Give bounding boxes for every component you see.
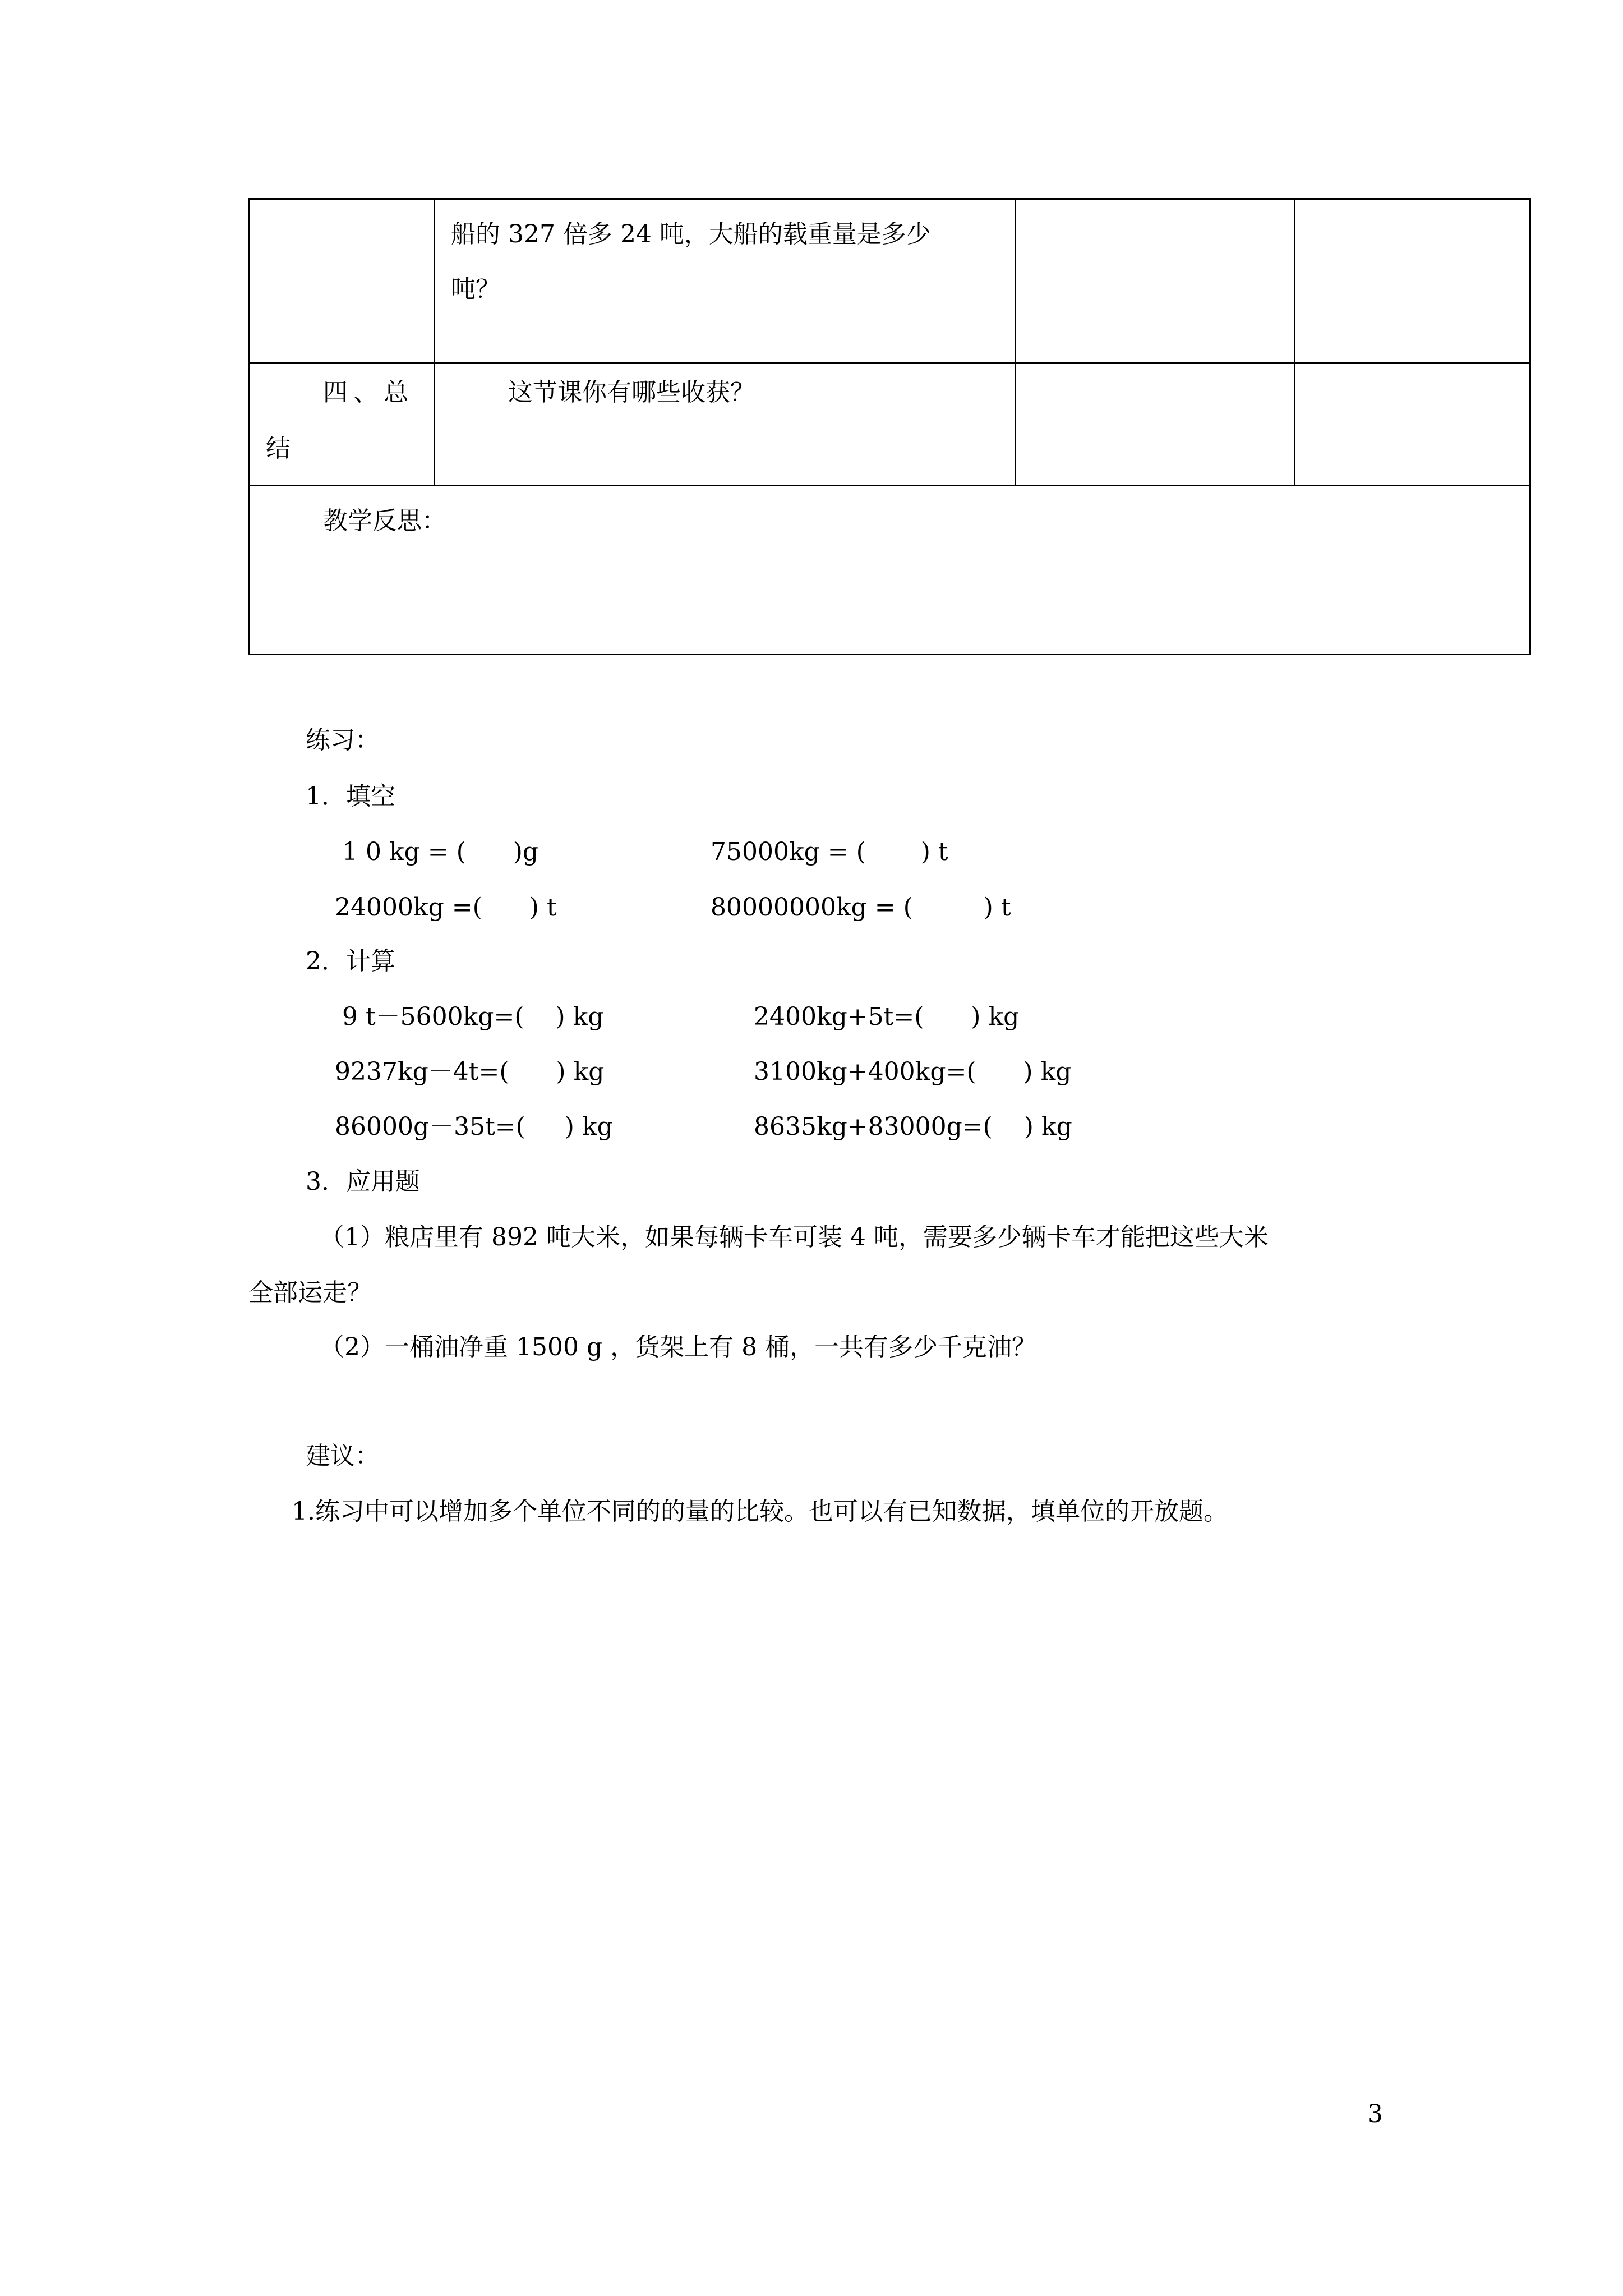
- suggestion-item: 1.练习中可以增加多个单位不同的的量的比较。也可以有已知数据，填单位的开放题。: [292, 1497, 1228, 1526]
- exercise-item: 9237kg－4t=( ) kg: [335, 1057, 605, 1086]
- section-title-calculate: 2．计算: [306, 947, 395, 976]
- table-row: [250, 199, 1530, 363]
- suggestion-heading: 建议：: [306, 1442, 380, 1470]
- section-title-word-problems: 3．应用题: [306, 1167, 420, 1196]
- content-line-2: 吨？: [451, 275, 500, 303]
- exercise-item: 8635kg+83000g=( ) kg: [754, 1112, 1072, 1141]
- stage-label-line-2: 结: [266, 434, 291, 463]
- content-cell: [435, 199, 1016, 363]
- word-problem-1-line-1: （1）粮店里有 892 吨大米，如果每辆卡车可装 4 吨，需要多少辆卡车才能把这些大米: [320, 1223, 1269, 1251]
- exercise-item: 3100kg+400kg=( ) kg: [754, 1057, 1072, 1086]
- word-problem-2: （2）一桶油净重 1500 g ，货架上有 8 桶，一共有多少千克油？: [320, 1333, 1037, 1361]
- word-problem-1-line-2: 全部运走？: [248, 1278, 372, 1307]
- exercise-item: 75000kg = ( ) t: [711, 838, 948, 866]
- exercise-item: 86000g－35t=( ) kg: [335, 1112, 613, 1141]
- lesson-plan-table: [248, 198, 1531, 655]
- exercise-item: 1 0 kg = ( )g: [342, 838, 539, 866]
- table-row: [250, 363, 1530, 486]
- content-cell: [435, 363, 1016, 486]
- blank-cell: [1295, 199, 1530, 363]
- reflection-cell: [250, 486, 1530, 655]
- blank-cell: [1016, 363, 1295, 486]
- blank-cell: [1295, 363, 1530, 486]
- stage-label-line-1: 四、总: [323, 378, 414, 407]
- content-line-1: 船的 327 倍多 24 吨，大船的载重量是多少: [451, 220, 931, 249]
- blank-cell: [1016, 199, 1295, 363]
- summary-question: 这节课你有哪些收获？: [508, 378, 755, 407]
- exercise-item: 9 t－5600kg=( ) kg: [342, 1002, 604, 1031]
- exercise-item: 24000kg =( ) t: [335, 893, 557, 922]
- reflection-label: 教学反思：: [323, 507, 446, 535]
- table-row: [250, 486, 1530, 655]
- exercise-heading: 练习：: [306, 726, 380, 754]
- page-number: 3: [1367, 2100, 1383, 2128]
- stage-cell: [250, 199, 435, 363]
- exercise-item: 2400kg+5t=( ) kg: [754, 1002, 1020, 1031]
- exercise-item: 80000000kg = ( ) t: [711, 893, 1011, 922]
- stage-cell: [250, 363, 435, 486]
- section-title-fill-blank: 1．填空: [306, 782, 395, 811]
